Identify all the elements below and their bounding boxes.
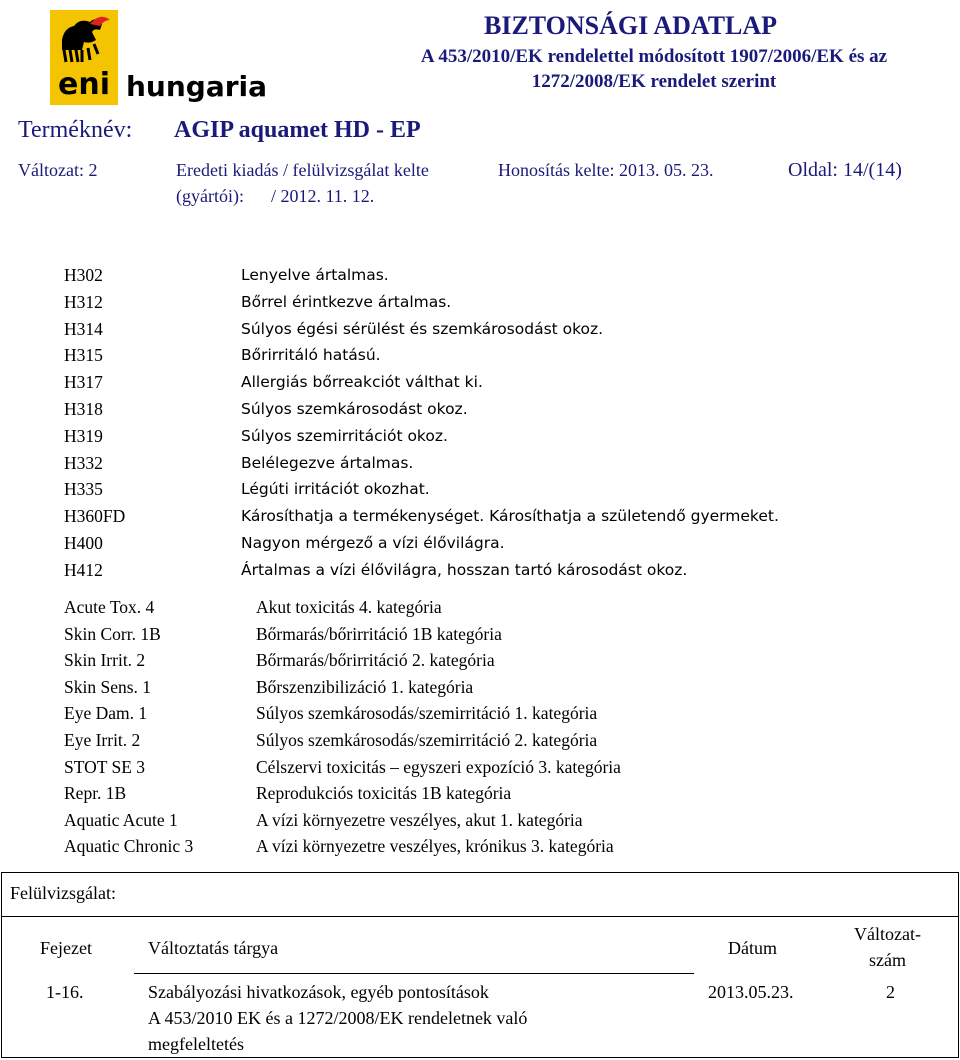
document-title: BIZTONSÁGI ADATLAP [484,11,778,40]
revision-label: Felülvizsgálat: [10,883,116,903]
classification-text: A vízi környezetre veszélyes, krónikus 3. kategória [256,836,614,857]
hazard-code: H332 [64,452,103,473]
classification-text: Célszervi toxicitás – egyszeri expozíció 3. kategória [256,756,621,777]
hazard-code: H314 [64,318,103,339]
hazard-code: H400 [64,532,103,553]
original-issue-label: Eredeti kiadás / felülvizsgálat kelte [176,160,429,180]
classification-text: Reprodukciós toxicitás 1B kategória [256,783,512,804]
classification-text: Bőrmarás/bőrirritáció 1B kategória [256,623,502,644]
classification-text: Akut toxicitás 4. kategória [256,597,442,617]
revision-table [1,872,959,1058]
hazard-text: Súlyos szemkárosodást okoz. [241,399,468,418]
classification-code: Eye Irrit. 2 [64,729,141,750]
six-legged-dog-logo-icon [50,10,270,105]
hazard-code: H412 [64,559,103,580]
classification-code: Eye Dam. 1 [64,703,148,724]
subject-underline [134,973,694,974]
row-subject: Szabályozási hivatkozások, egyéb pontosítások A 453/2010 EK és a 1272/2008/EK rendeletnek való megfeleltetés [148,982,528,1054]
row-chapter: 1-16. [46,982,84,1002]
col-header-version: Változat- szám [854,924,921,970]
hazard-code: H312 [64,291,103,312]
subtitle-line-1: A 453/2010/EK rendelettel módosított 1907/2006/EK és az [420,46,888,67]
eni-hungaria-logo [50,10,270,105]
classification-code: Skin Sens. 1 [64,676,152,697]
col-header-subject: Változtatás tárgya [148,938,279,958]
hazard-code: H318 [64,398,103,419]
svg-text:hungaria: hungaria [126,70,268,103]
hazard-text: Belélegezve ártalmas. [241,453,414,472]
svg-text:eni: eni [58,67,110,102]
classification-text: A vízi környezetre veszélyes, akut 1. kategória [256,809,583,830]
col-header-chapter: Fejezet [40,938,92,958]
version-label: Változat: 2 [18,160,98,180]
authorization-date: Honosítás kelte: 2013. 05. 23. [498,160,714,180]
classification-code: Skin Irrit. 2 [64,650,146,671]
classification-text: Súlyos szemkárosodás/szemirritáció 2. kategória [256,729,598,750]
original-issue-date: (gyártói): / 2012. 11. 12. [176,186,375,206]
classification-text: Súlyos szemkárosodás/szemirritáció 1. kategória [256,703,598,724]
row-version: 2 [886,982,895,1002]
page-number: Oldal: 14/(14) [788,159,902,181]
hazard-code: H317 [64,372,103,393]
hazard-text: Légúti irritációt okozhat. [241,480,430,499]
hazard-code: H315 [64,345,103,366]
subtitle-line-2: 1272/2008/EK rendelet szerint [531,71,777,92]
hazard-code: H302 [64,265,103,285]
classification-code: Repr. 1B [64,783,127,804]
hazard-text: Nagyon mérgező a vízi élővilágra. [241,533,505,552]
hazard-text: Súlyos szemirritációt okoz. [241,426,448,445]
classification-text: Bőrszenzibilizáció 1. kategória [256,676,474,697]
product-name: AGIP aquamet HD - EP [174,117,421,143]
classification-text: Bőrmarás/bőrirritáció 2. kategória [256,650,495,671]
hazard-text: Lenyelve ártalmas. [241,266,389,284]
classification-code: Aquatic Chronic 3 [64,836,194,857]
document-subtitle [354,44,954,94]
row-date: 2013.05.23. [708,982,794,1002]
product-label: Terméknév: [18,117,133,143]
classification-code: Aquatic Acute 1 [64,809,178,830]
hazard-code: H360FD [64,506,126,527]
col-header-date: Dátum [728,938,777,958]
classification-code: Acute Tox. 4 [64,597,155,617]
classification-code: Skin Corr. 1B [64,623,161,644]
hazard-code: H319 [64,425,103,446]
hazard-text: Súlyos égési sérülést és szemkárosodást okoz. [241,319,604,338]
hazard-text: Bőrirritáló hatású. [241,346,381,365]
hazard-text: Bőrrel érintkezve ártalmas. [241,292,452,311]
hazard-text: Allergiás bőrreakciót válthat ki. [241,373,483,392]
revision-divider [2,916,958,917]
hazard-text: Károsíthatja a termékenységet. Károsíthatja a születendő gyermeket. [241,507,779,526]
hazard-code: H335 [64,479,103,500]
classification-code: STOT SE 3 [64,756,146,777]
hazard-text: Ártalmas a vízi élővilágra, hosszan tartó károsodást okoz. [241,560,688,579]
